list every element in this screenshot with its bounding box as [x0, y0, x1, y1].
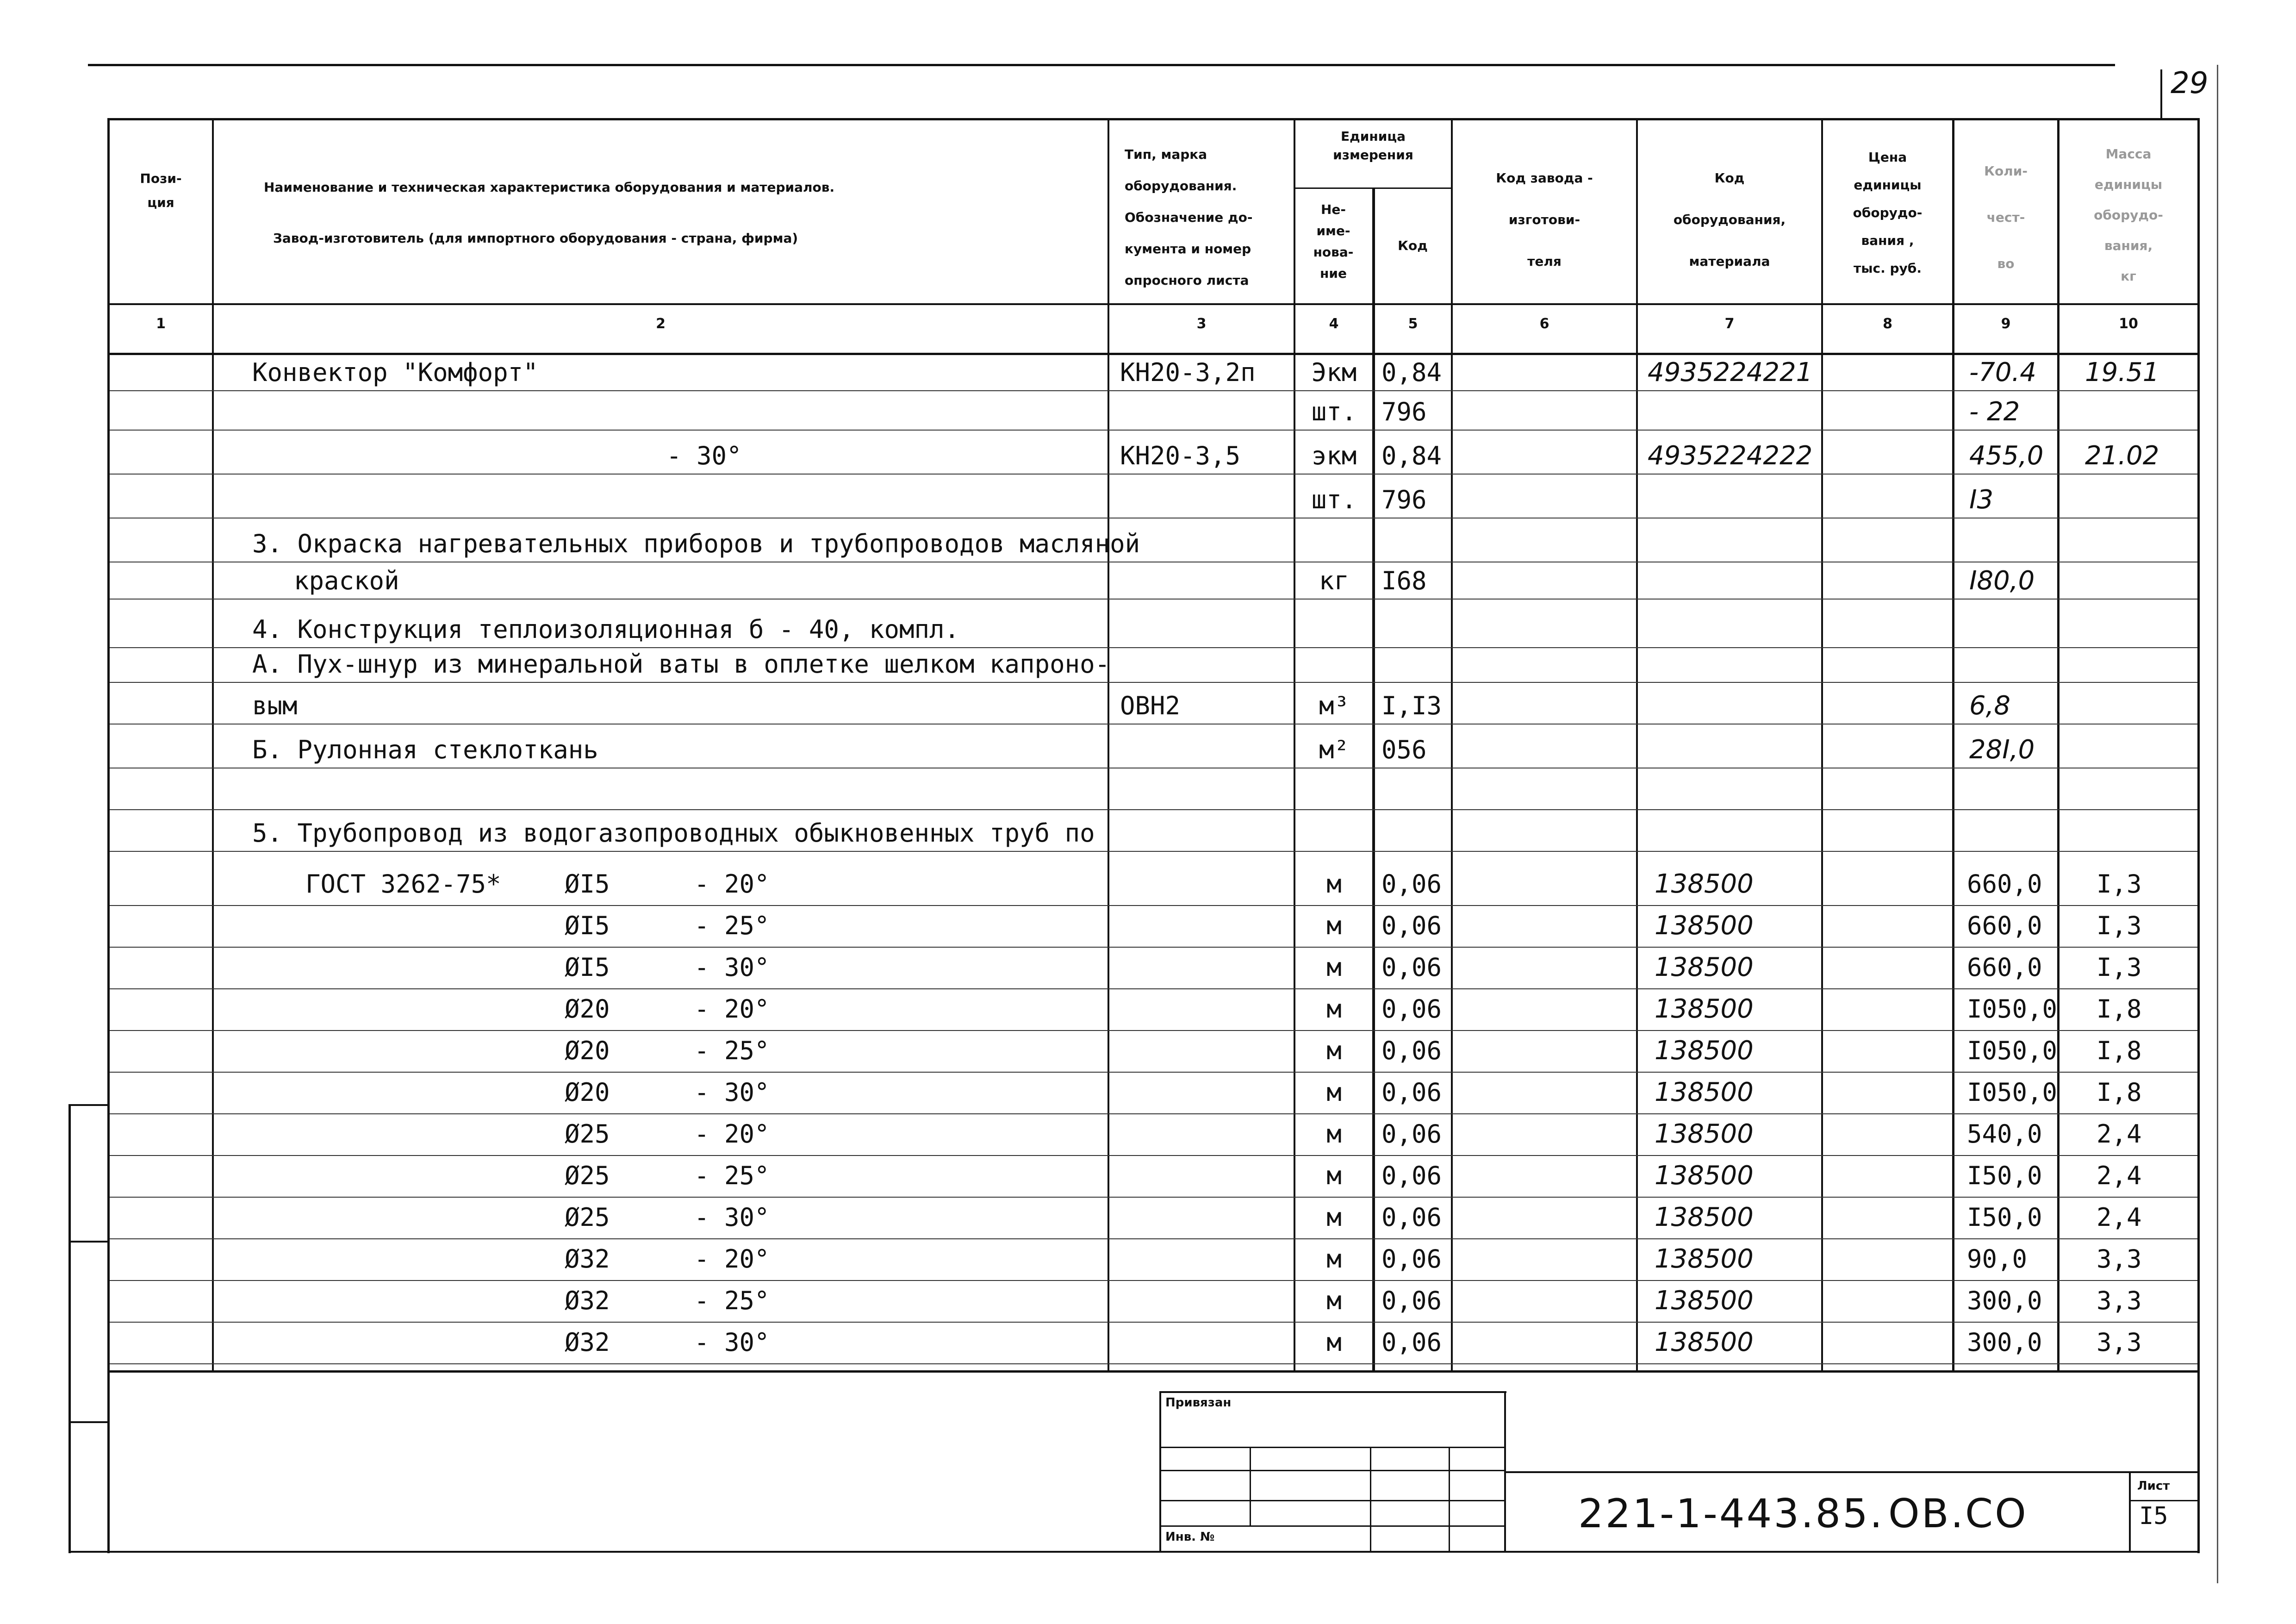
colnum-9: 9: [2001, 316, 2011, 332]
pipe-row-rule: [110, 988, 2197, 989]
col-sep-1: [212, 118, 214, 1372]
gost-label: ГОСТ 3262-75*: [305, 869, 501, 899]
row-mass: 19.51: [2085, 357, 2159, 387]
pipe-diameter: Ø25: [565, 1203, 610, 1232]
row-quantity: 28I,0: [1969, 735, 2035, 765]
pipe-unit: м: [1326, 1036, 1342, 1065]
header-type: Тип, марка оборудования. Обозначение до- кумента и номер опросного листа: [1125, 147, 1253, 288]
pipe-diameter: ØI5: [565, 953, 610, 982]
row-rule: [110, 390, 2197, 391]
sheet-box-left: [2129, 1471, 2131, 1552]
pipe-mass: I,8: [2097, 1078, 2142, 1107]
pipe-temperature: - 30°: [694, 1078, 770, 1107]
pipe-mass: 2,4: [2097, 1203, 2142, 1232]
pipe-equipment-code: 138500: [1655, 952, 1754, 982]
row-mass: 21.02: [2085, 441, 2159, 471]
col-sep-2: [1108, 118, 1109, 1372]
pipe-equipment-code: 138500: [1655, 911, 1754, 941]
colnum-5: 5: [1408, 316, 1418, 332]
pipe-equipment-code: 138500: [1655, 994, 1754, 1024]
pipe-code: 0,06: [1381, 1161, 1442, 1190]
row-type: КН20-3,5: [1120, 441, 1241, 470]
pipe-row-rule: [110, 1072, 2197, 1073]
pipe-unit: м: [1326, 869, 1342, 899]
pipe-temperature: - 30°: [694, 1328, 770, 1357]
row-name: - 30°: [666, 441, 742, 470]
pipe-mass: I,3: [2097, 911, 2142, 940]
stamp-main-rule: [1504, 1471, 2198, 1473]
colnum-6: 6: [1539, 316, 1549, 332]
pipe-unit: м: [1326, 994, 1342, 1024]
pipe-unit: м: [1326, 1119, 1342, 1149]
pipe-diameter: Ø25: [565, 1161, 610, 1190]
pipe-diameter: Ø20: [565, 1078, 610, 1107]
pipe-code: 0,06: [1381, 1286, 1442, 1315]
page-number: 29: [2171, 66, 2209, 100]
header-name: Наименование и техническая характеристика оборудования и материалов. Завод-изготовитель (для импортного оборудования - страна, фирма): [264, 180, 835, 246]
pipe-diameter: Ø25: [565, 1119, 610, 1149]
pipe-equipment-code: 138500: [1655, 1327, 1754, 1357]
colnum-bottom: [107, 353, 2199, 355]
frame-bottom: [68, 1551, 2200, 1553]
row-code: I,I3: [1381, 691, 1442, 720]
pipe-equipment-code: 138500: [1655, 869, 1754, 899]
stamp-vsep-3: [1449, 1447, 1450, 1552]
row-quantity: 455,0: [1969, 441, 2044, 471]
pipe-mass: I,3: [2097, 953, 2142, 982]
header-unit-name: Не- име- нова- ние: [1313, 202, 1354, 281]
pipe-code: 0,06: [1381, 1078, 1442, 1107]
stamp-rule-3: [1159, 1500, 1504, 1501]
row-rule: [110, 682, 2197, 683]
pipe-diameter: Ø20: [565, 994, 610, 1024]
margin-stub-left: [68, 1104, 71, 1553]
colnum-8: 8: [1883, 316, 1892, 332]
table-left: [107, 118, 110, 1377]
pipe-unit: м: [1326, 1244, 1342, 1274]
row-unit: м²: [1319, 735, 1350, 764]
row-name: 4. Конструкция теплоизоляционная б - 40, компл.: [252, 615, 960, 644]
row-type: ОВН2: [1120, 691, 1181, 720]
pipe-temperature: - 25°: [694, 1161, 770, 1190]
row-rule: [110, 647, 2197, 648]
pipe-row-rule: [110, 905, 2197, 906]
pipe-quantity: 300,0: [1967, 1286, 2042, 1315]
row-name: А. Пух-шнур из минеральной ваты в оплетке шелком капроно-: [252, 650, 1110, 679]
pipe-equipment-code: 138500: [1655, 1244, 1754, 1274]
pipe-mass: 2,4: [2097, 1161, 2142, 1190]
pipe-temperature: - 25°: [694, 1286, 770, 1315]
col-sep-5: [1451, 118, 1453, 1372]
pipe-temperature: - 25°: [694, 911, 770, 940]
pipe-unit: м: [1326, 1078, 1342, 1107]
row-equipment-code: 4935224221: [1648, 357, 1813, 387]
pipe-temperature: - 30°: [694, 1203, 770, 1232]
row-rule: [110, 599, 2197, 600]
pipe-mass: 3,3: [2097, 1328, 2142, 1357]
colnum-3: 3: [1196, 316, 1207, 332]
pipe-equipment-code: 138500: [1655, 1119, 1754, 1149]
row-code: 796: [1381, 397, 1427, 426]
bound-label: Привязан: [1165, 1396, 1232, 1410]
row-unit: м³: [1319, 691, 1350, 720]
pipe-quantity: 540,0: [1967, 1119, 2042, 1149]
unit-group-rule: [1294, 187, 1452, 189]
pipe-equipment-code: 138500: [1655, 1077, 1754, 1107]
top-rule: [88, 64, 2115, 66]
pipe-temperature: - 20°: [694, 1119, 770, 1149]
header-equipment-code: Код оборудования, материала: [1673, 170, 1786, 269]
row-name: Б. Рулонная стеклоткань: [252, 735, 598, 764]
stamp-rule-2: [1159, 1470, 1504, 1471]
pipe-unit: м: [1326, 1328, 1342, 1357]
pipe-quantity: I50,0: [1967, 1203, 2042, 1232]
row-rule: [110, 851, 2197, 852]
pipe-equipment-code: 138500: [1655, 1286, 1754, 1316]
pipe-temperature: - 25°: [694, 1036, 770, 1065]
pipe-mass: I,3: [2097, 869, 2142, 899]
col-sep-9: [2057, 118, 2060, 1372]
pipe-quantity: 660,0: [1967, 869, 2042, 899]
stamp-vsep-2: [1370, 1447, 1371, 1552]
pipe-diameter: Ø32: [565, 1286, 610, 1315]
row-unit: шт.: [1311, 397, 1357, 426]
pipe-diameter: ØI5: [565, 869, 610, 899]
row-quantity: I80,0: [1969, 566, 2035, 596]
pipe-code: 0,06: [1381, 911, 1442, 940]
pipe-row-rule: [110, 1197, 2197, 1198]
margin-stub-tick-3: [68, 1421, 108, 1423]
pipe-diameter: ØI5: [565, 911, 610, 940]
pipe-row-rule: [110, 1322, 2197, 1323]
row-quantity: 6,8: [1969, 691, 2011, 721]
pipe-code: 0,06: [1381, 869, 1442, 899]
row-equipment-code: 4935224222: [1648, 441, 1813, 471]
row-code: 796: [1381, 485, 1427, 514]
pipe-code: 0,06: [1381, 1203, 1442, 1232]
row-unit: экм: [1311, 441, 1357, 470]
pipe-row-rule: [110, 947, 2197, 948]
margin-stub-tick-1: [68, 1104, 108, 1106]
colnum-10: 10: [2119, 316, 2138, 332]
row-name: краской: [294, 566, 399, 595]
pipe-temperature: - 20°: [694, 1244, 770, 1274]
pipe-code: 0,06: [1381, 1119, 1442, 1149]
pipe-diameter: Ø32: [565, 1244, 610, 1274]
stamp-vsep-1: [1250, 1447, 1251, 1525]
inventory-label: Инв. №: [1165, 1530, 1215, 1544]
row-name: вым: [252, 691, 298, 720]
pipe-unit: м: [1326, 953, 1342, 982]
pipe-temperature: - 20°: [694, 869, 770, 899]
pipe-mass: I,8: [2097, 1036, 2142, 1065]
header-bottom: [107, 303, 2199, 305]
pipe-code: 0,06: [1381, 1036, 1442, 1065]
pipe-row-rule: [110, 1030, 2197, 1031]
margin-stub-tick-2: [68, 1241, 108, 1243]
col-sep-7: [1821, 118, 1823, 1372]
right-edge-mark: [2217, 65, 2218, 1583]
pipe-mass: 2,4: [2097, 1119, 2142, 1149]
pipe-diameter: Ø20: [565, 1036, 610, 1065]
row-code: 0,84: [1381, 441, 1442, 470]
row-quantity: - 22: [1969, 397, 2020, 427]
colnum-7: 7: [1724, 316, 1735, 332]
row-name: 3. Окраска нагревательных приборов и трубопроводов масляной: [252, 529, 1140, 558]
pipe-quantity: 660,0: [1967, 911, 2042, 940]
pipe-quantity: I050,0: [1967, 994, 2058, 1024]
row-unit: кг: [1319, 566, 1350, 595]
header-position: Пози- ция: [140, 171, 182, 210]
pipe-quantity: 660,0: [1967, 953, 2042, 982]
stamp-rule-1: [1159, 1447, 1504, 1448]
colnum-2: 2: [656, 316, 666, 332]
row-name: 5. Трубопровод из водогазопроводных обыкновенных труб по: [252, 818, 1095, 848]
pipe-equipment-code: 138500: [1655, 1161, 1754, 1191]
header-unit-group: Единица измерения: [1333, 129, 1413, 162]
pipe-row-rule: [110, 1363, 2197, 1364]
row-type: КН20-3,2п: [1120, 358, 1256, 387]
document-suffix: ОВ.СО: [1888, 1491, 2028, 1537]
row-quantity: -70.4: [1969, 357, 2036, 387]
pipe-code: 0,06: [1381, 1244, 1442, 1274]
pipe-mass: 3,3: [2097, 1244, 2142, 1274]
pipe-unit: м: [1326, 1203, 1342, 1232]
row-unit: Экм: [1311, 358, 1357, 387]
pipe-code: 0,06: [1381, 1328, 1442, 1357]
sheet-number: I5: [2139, 1502, 2168, 1530]
pipe-equipment-code: 138500: [1655, 1036, 1754, 1066]
row-code: 0,84: [1381, 358, 1442, 387]
header-mass: Масса единицы оборудо- вания, кг: [2094, 146, 2163, 284]
row-rule: [110, 474, 2197, 475]
col-sep-3: [1294, 118, 1295, 1372]
document-code: 221-1-443.85.: [1578, 1491, 1885, 1537]
pipe-quantity: 300,0: [1967, 1328, 2042, 1357]
row-code: I68: [1381, 566, 1427, 595]
pipe-mass: I,8: [2097, 994, 2142, 1024]
pipe-mass: 3,3: [2097, 1286, 2142, 1315]
row-quantity: I3: [1969, 485, 1994, 515]
pipe-unit: м: [1326, 911, 1342, 940]
pipe-unit: м: [1326, 1161, 1342, 1190]
table-right: [2197, 118, 2200, 1553]
pipe-code: 0,06: [1381, 953, 1442, 982]
pipe-row-rule: [110, 1155, 2197, 1156]
frame-left-lower: [107, 1370, 110, 1553]
pipe-quantity: I50,0: [1967, 1161, 2042, 1190]
page-number-bracket: [2160, 69, 2162, 120]
pipe-temperature: - 30°: [694, 953, 770, 982]
stamp-top: [1159, 1391, 1506, 1393]
colnum-1: 1: [156, 316, 166, 332]
header-price: Цена единицы оборудо- вания , тыс. руб.: [1853, 150, 1923, 276]
col-sep-6: [1636, 118, 1638, 1372]
pipe-row-rule: [110, 1113, 2197, 1114]
pipe-quantity: 90,0: [1967, 1244, 2028, 1274]
table-bottom: [107, 1370, 2199, 1373]
pipe-quantity: I050,0: [1967, 1036, 2058, 1065]
stamp-left: [1159, 1391, 1161, 1552]
stamp-rule-4: [1159, 1525, 1504, 1527]
colnum-4: 4: [1329, 316, 1339, 332]
sheet-label: Лист: [2137, 1479, 2170, 1493]
pipe-equipment-code: 138500: [1655, 1202, 1754, 1232]
pipe-unit: м: [1326, 1286, 1342, 1315]
row-rule: [110, 430, 2197, 431]
row-rule: [110, 809, 2197, 810]
pipe-temperature: - 20°: [694, 994, 770, 1024]
pipe-row-rule: [110, 1280, 2197, 1281]
pipe-row-rule: [110, 1238, 2197, 1239]
row-name: Конвектор "Комфорт": [252, 358, 538, 387]
header-factory-code: Код завода - изготови- теля: [1496, 170, 1593, 269]
row-rule: [110, 724, 2197, 725]
pipe-quantity: I050,0: [1967, 1078, 2058, 1107]
row-unit: шт.: [1311, 485, 1357, 514]
pipe-code: 0,06: [1381, 994, 1442, 1024]
pipe-diameter: Ø32: [565, 1328, 610, 1357]
col-sep-8: [1952, 118, 1954, 1372]
header-unit-code: Код: [1398, 238, 1428, 253]
sheet-box-rule: [2129, 1500, 2198, 1501]
row-code: 056: [1381, 735, 1427, 764]
col-sep-4: [1372, 187, 1375, 1372]
header-quantity: Коли- чест- во: [1984, 163, 2028, 271]
table-top: [107, 118, 2199, 120]
